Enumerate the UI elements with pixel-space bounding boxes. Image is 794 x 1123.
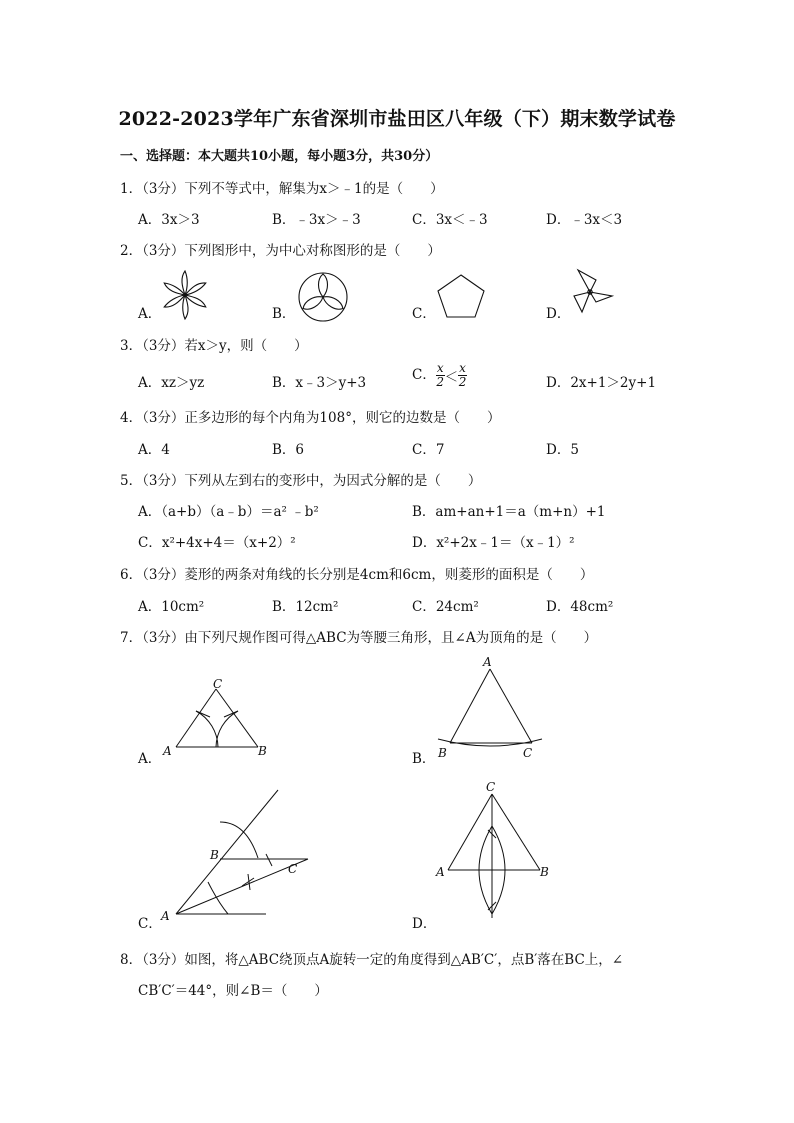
question-4-option-a[interactable]: A．4 — [138, 442, 170, 458]
fig-a-label-a: A — [163, 744, 172, 758]
question-1-option-a[interactable]: A．3x＞3 — [138, 212, 200, 228]
question-6-option-d[interactable]: D．48cm² — [546, 599, 614, 615]
question-5-stem: 5．（3分）下列从左到右的变形中，为因式分解的是（ ） — [120, 473, 482, 489]
inequality-sign: ＜ — [444, 369, 459, 386]
fig-c-label-b: B — [210, 848, 219, 862]
question-2-option-b[interactable]: B． — [272, 306, 296, 322]
construction-figure-a — [158, 675, 274, 761]
question-4-option-c[interactable]: C．7 — [412, 442, 445, 458]
fraction-right: $\frac{x}{2}$ — [458, 361, 467, 389]
question-1-option-d[interactable]: D．﹣3x＜3 — [546, 212, 623, 228]
question-6-option-a[interactable]: A．10cm² — [138, 599, 205, 615]
page-title: 2022-2023学年广东省深圳市盐田区八年级（下）期末数学试卷 — [118, 108, 676, 130]
question-5-option-d[interactable]: D．x²+2x﹣1＝（x﹣1）² — [412, 535, 575, 551]
question-1-stem: 1．（3分）下列不等式中，解集为x＞﹣1的是（ ） — [120, 181, 444, 197]
question-3-option-b[interactable]: B．x﹣3＞y+3 — [272, 375, 367, 391]
question-1-option-c[interactable]: C．3x＜﹣3 — [412, 212, 488, 228]
construction-figure-b — [430, 655, 554, 765]
section-heading: 一、选择题：本大题共10小题，每小题3分，共30分） — [120, 149, 439, 164]
fig-b-label-a: A — [483, 655, 492, 669]
question-4-stem: 4．（3分）正多边形的每个内角为108°，则它的边数是（ ） — [120, 410, 501, 426]
question-6-stem: 6．（3分）菱形的两条对角线的长分别是4cm和6cm，则菱形的面积是（ ） — [120, 567, 594, 583]
fig-d-label-c: C — [486, 780, 496, 794]
option-c-label: C． — [412, 367, 436, 383]
question-4-option-b[interactable]: B．6 — [272, 442, 305, 458]
fig-d-label-b: B — [540, 865, 549, 879]
question-1-option-b[interactable]: B．﹣3x＞﹣3 — [272, 212, 361, 228]
construction-figure-c — [158, 782, 318, 922]
question-5-option-a[interactable]: A．（a+b）（a﹣b）＝a² ﹣b² — [138, 504, 319, 520]
pentagon-figure-c — [434, 272, 488, 320]
question-7-option-a[interactable]: A． — [138, 751, 162, 767]
question-4-option-d[interactable]: D．5 — [546, 442, 579, 458]
fig-a-label-b: B — [258, 744, 267, 758]
question-2-option-d[interactable]: D． — [546, 306, 571, 322]
question-2-option-a[interactable]: A． — [138, 306, 162, 322]
question-8-stem-line-2: CB′C′＝44°，则∠B＝（ ） — [138, 983, 328, 999]
construction-figure-d — [432, 778, 562, 926]
fraction-left: $\frac{x}{2}$ — [436, 361, 445, 389]
fig-c-label-a: A — [161, 909, 170, 922]
fig-a-label-c: C — [213, 677, 223, 691]
question-2-stem: 2．（3分）下列图形中，为中心对称图形的是（ ） — [120, 243, 441, 259]
question-3-stem: 3．（3分）若x＞y，则（ ） — [120, 338, 308, 354]
three-blade-figure-d — [568, 266, 614, 314]
question-7-option-d[interactable]: D． — [412, 916, 437, 932]
question-5-option-b[interactable]: B．am+an+1＝a（m+n）+1 — [412, 504, 606, 520]
pinwheel-figure-a — [158, 268, 212, 322]
fig-b-label-c: C — [523, 746, 533, 760]
question-3-option-c[interactable] — [412, 362, 467, 389]
circle-three-leaves-figure-b — [296, 270, 350, 324]
question-6-option-c[interactable]: C．24cm² — [412, 599, 479, 615]
question-7-option-b[interactable]: B． — [412, 751, 436, 767]
question-3-option-d[interactable]: D．2x+1＞2y+1 — [546, 375, 657, 391]
question-6-option-b[interactable]: B．12cm² — [272, 599, 339, 615]
question-3-option-a[interactable]: A．xz＞yz — [138, 375, 205, 391]
question-5-option-c[interactable]: C．x²+4x+4＝（x+2）² — [138, 535, 296, 551]
question-8-stem-line-1: 8．（3分）如图，将△ABC绕顶点A旋转一定的角度得到△AB′C′，点B′落在BC上，∠ — [120, 952, 624, 968]
fig-b-label-b: B — [438, 746, 447, 760]
fig-c-label-c: C — [288, 862, 298, 876]
question-7-option-c[interactable]: C． — [138, 916, 162, 932]
question-7-stem: 7．（3分）由下列尺规作图可得△ABC为等腰三角形，且∠A为顶角的是（ ） — [120, 630, 598, 646]
fig-d-label-a: A — [436, 865, 445, 879]
question-2-option-c[interactable]: C． — [412, 306, 436, 322]
